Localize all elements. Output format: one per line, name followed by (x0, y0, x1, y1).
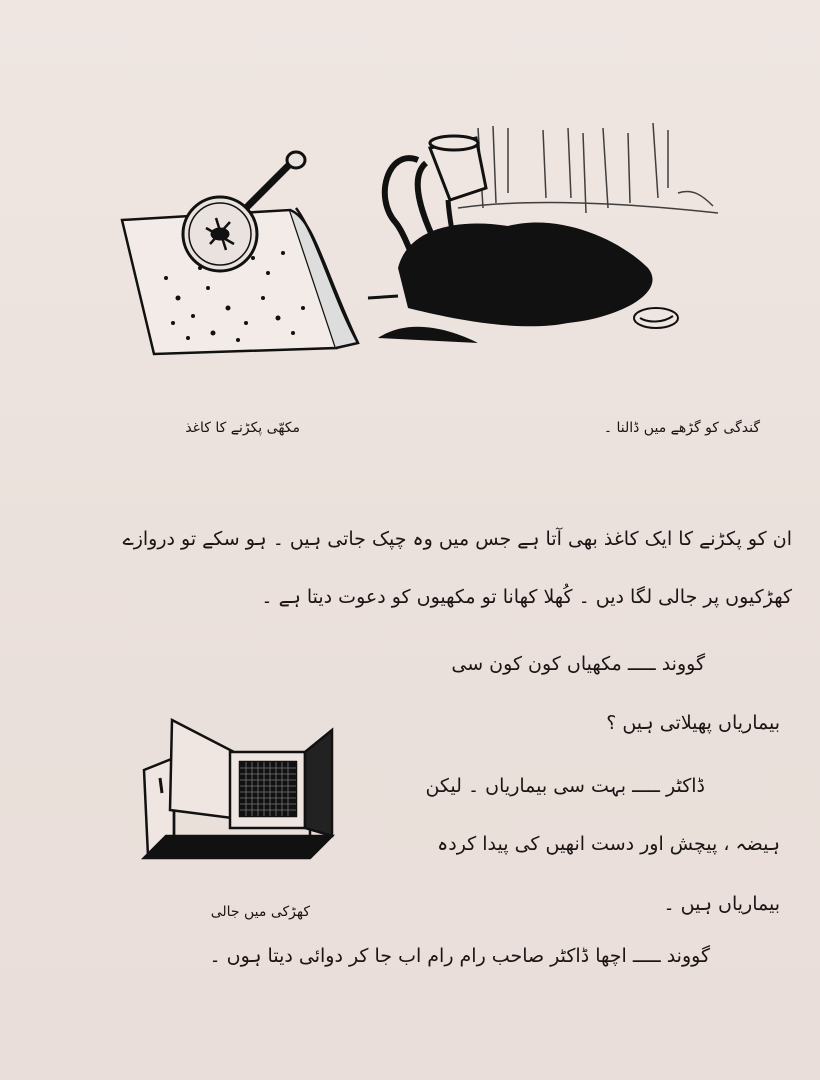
dialogue-doctor-3: بیماریاں ہیں ۔ (663, 893, 780, 915)
rock (634, 308, 678, 328)
paragraph-line-2: کھڑکیوں پر جالی لگا دیں ۔ کُھلا کھانا تو مکھیوں کو دعوت دیتا ہے ۔ (261, 586, 792, 608)
window-mesh-illustration (140, 718, 340, 860)
fly-paper-illustration (118, 148, 368, 358)
paragraph-line-1: ان کو پکڑنے کا ایک کاغذ بھی آتا ہے جس میں وہ چپک جاتی ہیں ۔ ہو سکے تو دروازے (122, 528, 792, 550)
caption-window-mesh: کھڑکی میں جالی (210, 904, 310, 920)
bucket-pit-illustration (368, 118, 728, 358)
dialogue-govind-final: گووند ـــــ اچھا ڈاکٹر صاحب رام رام اب جا کر دوائی دیتا ہوں ۔ (209, 945, 710, 967)
caption-bury-waste: گندگی کو گڑھے میں ڈالنا ۔ (603, 420, 760, 436)
dialogue-govind-question-2: بیماریاں پھیلاتی ہیں ؟ (606, 712, 780, 734)
dialogue-govind-question-1: گووند ـــــ مکھیاں کون کون سی (451, 653, 705, 675)
dialogue-doctor-1: ڈاکٹر ـــــ بہت سی بیماریاں ۔ لیکن (425, 775, 705, 797)
dialogue-doctor-2: ہیضہ ، پیچش اور دست انھیں کی پیدا کردہ (437, 833, 780, 855)
caption-fly-paper: مکھّی پکڑنے کا کاغذ (185, 420, 300, 436)
